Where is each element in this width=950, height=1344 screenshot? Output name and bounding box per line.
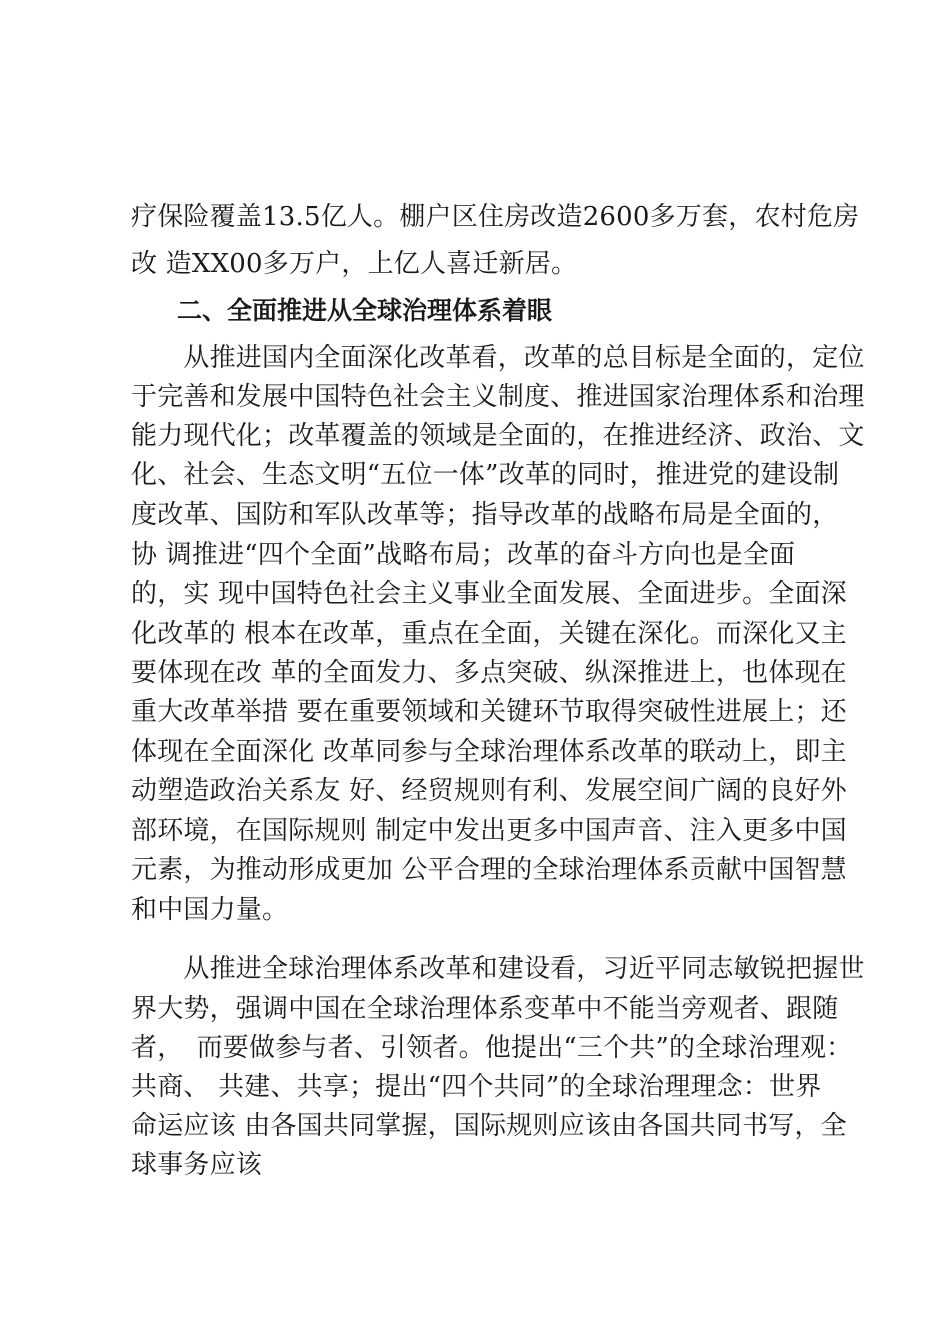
paragraph-line: 改 造XX00多万户，上亿人喜迁新居。 [131,249,578,279]
paragraph-line: 疗保险覆盖13.5亿人。棚户区住房改造2600多万套，农村危房 [131,202,860,232]
paragraph-line: 的，实 现中国特色社会主义事业全面发展、全面进步。全面深 [131,579,847,609]
paragraph-line: 于完善和发展中国特色社会主义制度、推进国家治理体系和治理 [131,382,865,412]
paragraph-line: 共商、 共建、共享；提出“四个共同”的全球治理理念：世界 [131,1072,822,1102]
paragraph-line: 球事务应该 [131,1150,263,1180]
paragraph-line: 动塑造政治关系友 好、经贸规则有利、发展空间广阔的良好外 [131,776,847,806]
paragraph-line: 重大改革举措 要在重要领域和关键环节取得突破性进展上；还 [131,697,847,727]
paragraph-line: 从推进国内全面深化改革看，改革的总目标是全面的，定位 [131,343,865,373]
paragraph-line: 要体现在改 革的全面发力、多点突破、纵深推进上，也体现在 [131,658,847,688]
paragraph-line: 体现在全面深化 改革同参与全球治理体系改革的联动上，即主 [131,737,847,767]
paragraph-line: 界大势，强调中国在全球治理体系变革中不能当旁观者、跟随 [131,994,839,1024]
paragraph-line: 从推进全球治理体系改革和建设看，习近平同志敏锐把握世 [131,954,865,984]
paragraph-line: 和中国力量。 [131,895,289,925]
paragraph-line: 协 调推进“四个全面”战略布局；改革的奋斗方向也是全面 [131,540,796,570]
paragraph-line: 能力现代化；改革覆盖的领域是全面的，在推进经济、政治、文 [131,421,865,451]
paragraph-line: 命运应该 由各国共同掌握，国际规则应该由各国共同书写，全 [131,1111,847,1141]
paragraph-line: 化、社会、生态文明“五位一体”改革的同时，推进党的建设制 [131,460,840,490]
paragraph-line: 者， 而要做参与者、引领者。他提出“三个共”的全球治理观： [131,1033,853,1063]
paragraph-line: 部环境，在国际规则 制定中发出更多中国声音、注入更多中国 [131,816,847,846]
section-heading: 二、全面推进从全球治理体系着眼 [177,296,553,325]
paragraph-line: 化改革的 根本在改革，重点在全面，关键在深化。而深化又主 [131,619,847,649]
paragraph-line: 度改革、国防和军队改革等；指导改革的战略布局是全面的， [131,500,839,530]
paragraph-line: 元素，为推动形成更加 公平合理的全球治理体系贡献中国智慧 [131,855,847,885]
